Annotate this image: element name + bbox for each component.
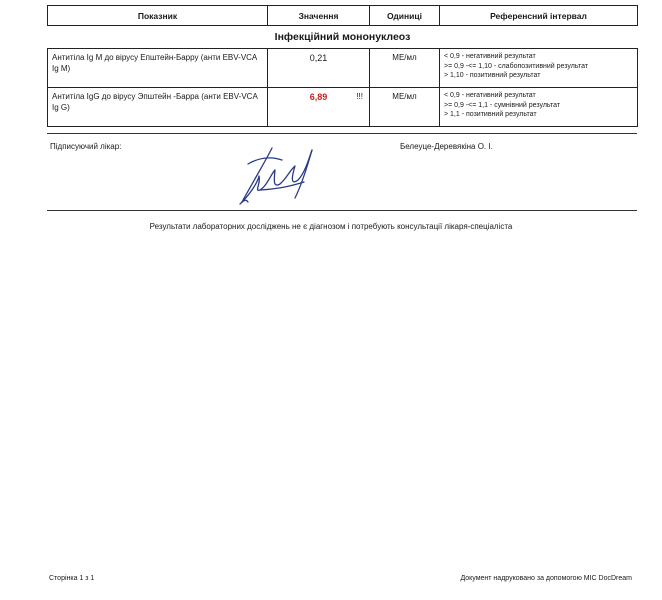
row-reference	[440, 49, 638, 88]
row-parameter: Антитіла Ig M до вірусу Епштейн-Барру (анти EBV-VCA Ig M)	[48, 49, 268, 88]
table-header-row	[48, 6, 638, 26]
divider-bottom	[47, 210, 637, 211]
section-title: Інфекційний мононуклеоз	[48, 26, 638, 49]
reference-line: >= 0,9 -<= 1,1 - сумнівний результат	[444, 101, 561, 109]
row-value-cell	[268, 88, 370, 127]
row-value: 0,21	[309, 53, 328, 63]
row-reference	[440, 88, 638, 127]
header-value: Значення	[268, 6, 370, 26]
results-table	[47, 5, 638, 127]
row-parameter: Антитіла IgG до вірусу Эпштейн -Барра (анти EBV-VCA Ig G)	[48, 88, 268, 127]
doctor-name: Белеуце-Деревякіна О. І.	[400, 142, 493, 151]
handwritten-signature	[232, 140, 327, 210]
header-units: Одиниці	[370, 6, 440, 26]
header-reference: Референсний інтервал	[440, 6, 638, 26]
row-flag: !!!	[356, 92, 363, 101]
reference-line: < 0,9 - негативний результат	[444, 53, 536, 60]
reference-line: > 1,1 - позитивний результат	[444, 111, 537, 118]
generated-by-note: Документ надруковано за допомогою МІС DocDream	[460, 575, 632, 582]
reference-line: >= 0,9 -<= 1,10 - слабопозитивний результат	[444, 62, 589, 70]
section-row	[48, 26, 638, 49]
row-units: МЕ/мл	[370, 49, 440, 88]
reference-line: > 1,10 - позитивний результат	[444, 72, 541, 79]
row-value-abnormal: 6,89	[309, 92, 328, 102]
row-value-cell	[268, 49, 370, 88]
divider-top	[47, 133, 637, 134]
table-row	[48, 49, 638, 88]
table-row	[48, 88, 638, 127]
disclaimer-text: Результати лабораторних досліджень не є діагнозом і потребують консультації лікаря-спеціаліста	[149, 222, 513, 231]
page-number: Сторінка 1 з 1	[49, 575, 95, 582]
signing-doctor-label: Підписуючий лікар:	[50, 142, 122, 151]
row-units: МЕ/мл	[370, 88, 440, 127]
header-parameter: Показник	[48, 6, 268, 26]
reference-line: < 0,9 - негативний результат	[444, 92, 536, 99]
